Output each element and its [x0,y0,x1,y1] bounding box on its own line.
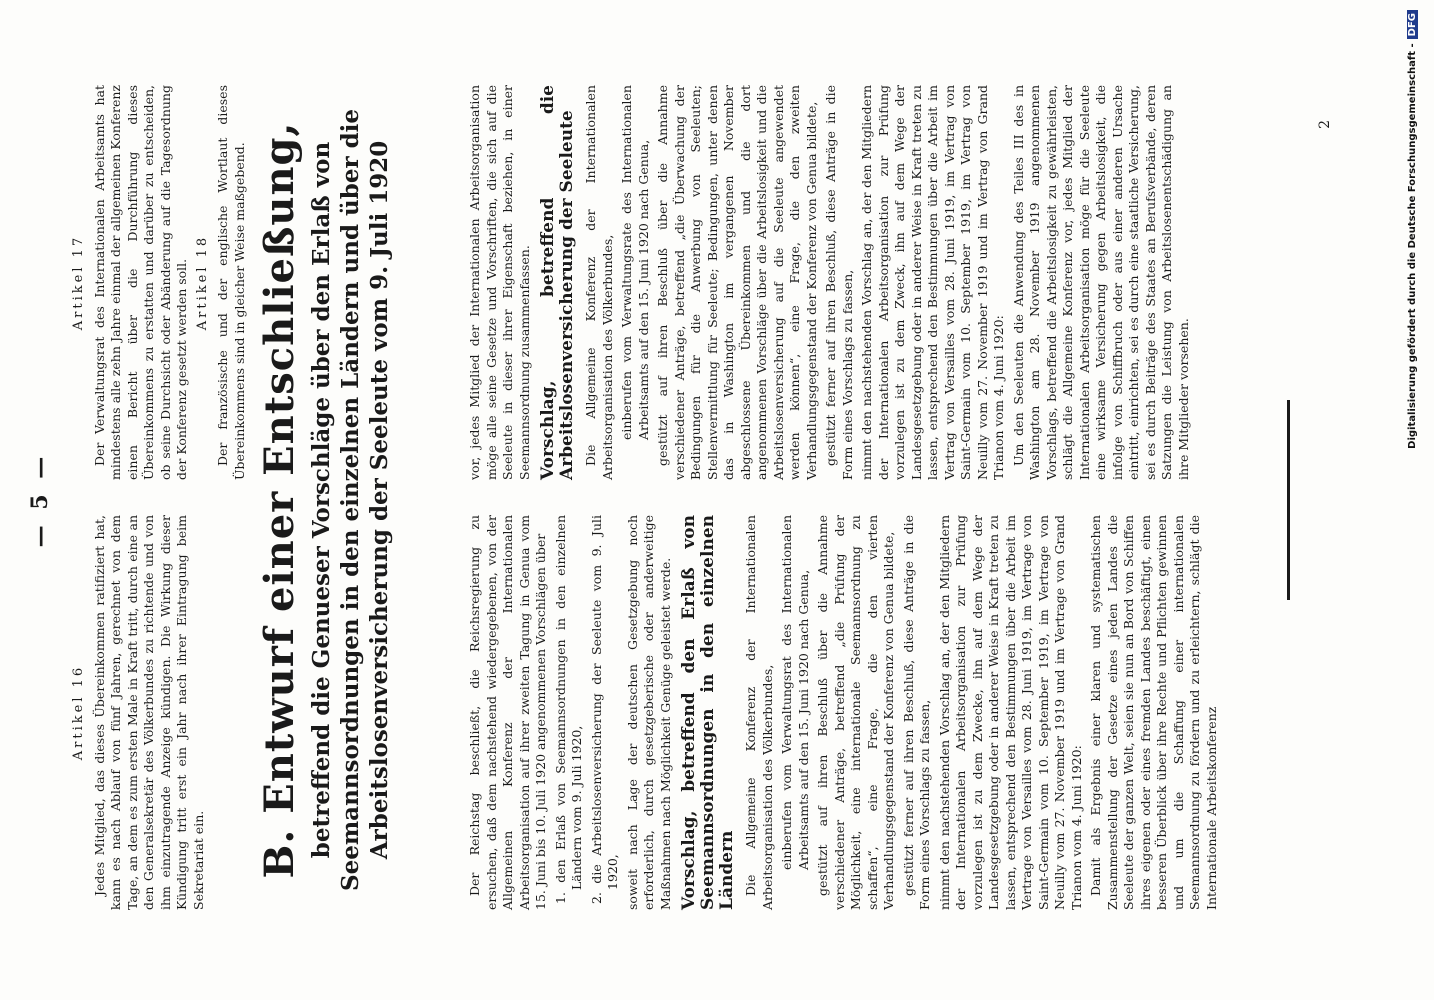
end-rule-divider [1287,400,1290,600]
column-article-16 [67,515,210,910]
arbeitslosenversicherung-p4: gestützt ferner auf ihren Beschluß, diese Anträge in die Form eines Vorschlags zu fassen, [823,85,855,480]
resolution-item-1: 1. den Erlaß von Seemannsordnungen in den einzelnen Ländern vom 9. Juli 1920, [552,515,584,904]
seemannsordnung-p3: gestützt auf ihren Beschluß über die Annahme verschiedener Anträge, betreffend „die Prüfung der Möglichkeit, eine internationale Seemannsordnung zu schaffen“, eine Frage, die den vierten Verhandlungsgegenstand der Konferenz von Genua bildete, [815,515,896,910]
resolution-subtitle: betreffend die Genueser Vorschläge über den Erlaß von Seemannsordnungen in den einzelnen Ländern und über die Arbeitslosenversicherung der Seeleute vom 9. Juli 1920 [308,108,393,892]
resolution-title-block [257,80,394,920]
resolution-intro: Der Reichstag beschließt, die Reichsregierung zu ersuchen, daß dem nachstehend wiedergegebenen, von der Allgemeinen Konferenz der Internationalen Arbeitsorganisation auf ihrer zweiten Tagung in Genua vom 15. Juni bis 10. Juli 1920 angenommenen Vorschlägen über [467,515,548,910]
column-articles-17-18 [67,85,251,480]
seemannsordnung-p2: einberufen vom Verwaltungsrat des Internationalen Arbeitsamts auf den 15. Juni 1920 nach Genua, [779,515,811,870]
digitization-credit-strip [1400,0,1434,1000]
arbeitslosenversicherung-p2: einberufen vom Verwaltungsrate des Internationalen Arbeitsamts auf den 15. Juni 1920 nach Genua, [619,85,651,440]
article-16-text: Jedes Mitglied, das dieses Übereinkommen ratifiziert hat, kann es nach Ablauf von fünf Jahren, gerechnet von dem Tage, an dem es zum ersten Male in Kraft tritt, durch eine an den Generalsekretär des Völkerbundes zu richtende und von ihm einzutragende Anzeige kündigen. Die Wirkung dieser Kündigung tritt erst ein Jahr nach ihrer Eintragung beim Sekretariat ein. [91,515,206,910]
footer-page-marker: 2 [1317,120,1333,129]
resolution-after: soweit nach Lage der deutschen Gesetzgebung noch erforderlich, durch gesetzgeberische oder anderweitige Maßnahmen nach Möglichkeit Genüge geleistet werde. [624,515,673,910]
column-resolution-left [467,515,1223,910]
arbeitslosenversicherung-heading: Vorschlag, betreffend die Arbeitslosenversicherung der Seeleute [538,85,577,480]
arbeitslosenversicherung-p5: nimmt den nachstehenden Vorschlag an, der den Mitgliedern der Internationalen Arbeitsorganisation zur Prüfung vorzulegen ist zu dem Zweck, ihn auf dem Wege der Landesgesetzgebung oder in anderer Weise in Kraft treten zu lassen, entsprechend den Bestimmungen über die Arbeit im Vertrag von Versailles vom 28. Juni 1919, im Vertrag von Saint-Germain vom 10. September 1919, im Vertrag von Neuilly vom 27. November 1919 und im Vertrag von Grand Trianon vom 4. Juni 1920: [859,85,1006,480]
seemannsordnung-p6: Damit als Ergebnis einer klaren und systematischen Zusammenstellung der Gesetze eines jeden Landes die Seeleute der ganzen Welt, seien sie nun an Bord von Schiffen ihres eigenen oder eines fremden Landes beschäftigt, einen besseren Überblick über ihre Rechte und Pflichten gewinnen und um die Schaffung einer internationalen Seemannsordnung zu fördern und zu erleichtern, schlägt die Internationale Arbeitskonferenz [1088,515,1219,910]
arbeitslosenversicherung-p6: Um den Seeleuten die Anwendung des Teiles III des in Washington am 28. November 1919 angenommenen Vorschlags, betreffend die Arbeitslosigkeit zu gewährleisten, schlägt die Allgemeine Konferenz vor, jedes Mitglied der Internationalen Arbeitsorganisation möge für die Seeleute eine wirksame Versicherung gegen Arbeitslosigkeit, die infolge von Schiffbruch oder aus einer anderen Ursache eintritt, einrichten, sei es durch eine staatliche Versicherung, sei es durch Beiträge des Staates an Berufsverbände, deren Satzungen die Leistung von Arbeitslosenentschädigung an ihre Mitglieder vorsehen. [1010,85,1191,480]
digitization-credit-text [1407,10,1427,990]
resolution-item-2: 2. die Arbeitslosenversicherung der Seeleute vom 9. Juli 1920, [588,515,620,904]
column-resolution-right [467,85,1195,480]
page-number: — 5 — [27,452,53,548]
dfg-logo: DFG [1407,10,1418,39]
arbeitslosenversicherung-p3: gestützt auf ihren Beschluß über die Annahme verschiedener Anträge, betreffend „die Überwachung der Bedingungen für die Anwerbung von Seeleuten; Stellenvermittlung für Seeleute; Bedingungen, unter denen das in Washington im vergangenen November abgeschlossene Übereinkommen und die dort angenommenen Vorschläge über die Arbeitslosigkeit und die Arbeitslosenversicherung auf die Seeleute angewendet werden können“, eine Frage, die den zweiten Verhandlungsgegenstand der Konferenz von Genua bildete, [655,85,819,480]
credit-label: Digitalisierung gefördert durch die Deutsche Forschungsgemeinschaft - [1407,43,1418,449]
article-18-heading: Artikel 18 [194,234,210,331]
arbeitslosenversicherung-p1: Die Allgemeine Konferenz der Internationalen Arbeitsorganisation des Völkerbundes, [583,85,615,480]
seemannsordnung-continuation: vor, jedes Mitglied der Internationalen Arbeitsorganisation möge alle seine Gesetze und Vorschriften, die sich auf die Seeleute in dieser ihrer Eigenschaft beziehen, in einer Seemannsordnung zusammenfassen. [467,85,532,480]
article-17-heading: Artikel 17 [71,234,86,331]
seemannsordnung-p1: Die Allgemeine Konferenz der Internationalen Arbeitsorganisation des Völkerbundes, [743,515,775,910]
seemannsordnung-heading: Vorschlag, betreffend den Erlaß von Seemannsordnungen in den einzelnen Ländern [679,515,737,910]
resolution-title: B. Entwurf einer Entschließung, [256,121,303,879]
seemannsordnung-p4: gestützt ferner auf ihren Beschluß, diese Anträge in die Form eines Vorschlags zu fassen, [900,515,932,910]
article-18-text: Der französische und der englische Wortlaut dieses Übereinkommens sind in gleicher Weise maßgebend. [215,85,247,480]
article-17-text: Der Verwaltungsrat des Internationalen Arbeitsamts hat mindestens alle zehn Jahre einmal der allgemeinen Konferenz einen Bericht über die Durchführung dieses Übereinkommens zu erstatten und darüber zu entscheiden, ob seine Durchsicht oder Abänderung auf die Tagesordnung der Konferenz gesetzt werden soll. [91,85,189,480]
rotated-document-page [17,60,1357,940]
seemannsordnung-p5: nimmt den nachstehenden Vorschlag an, der den Mitgliedern der Internationalen Arbeitsorganisation zur Prüfung vorzulegen ist zu dem Zwecke, ihn auf dem Wege der Landesgesetzgebung oder in anderer Weise in Kraft treten zu lassen, entsprechend den Bestimmungen über die Arbeit im Vertrage von Versailles vom 28. Juni 1919, im Vertrage von Saint-Germain vom 10. September 1919, im Vertrage von Neuilly vom 27. November 1919 und im Vertrage von Grand Trianon vom 4. Juni 1920: [936,515,1084,910]
article-16-heading: Artikel 16 [71,664,86,761]
